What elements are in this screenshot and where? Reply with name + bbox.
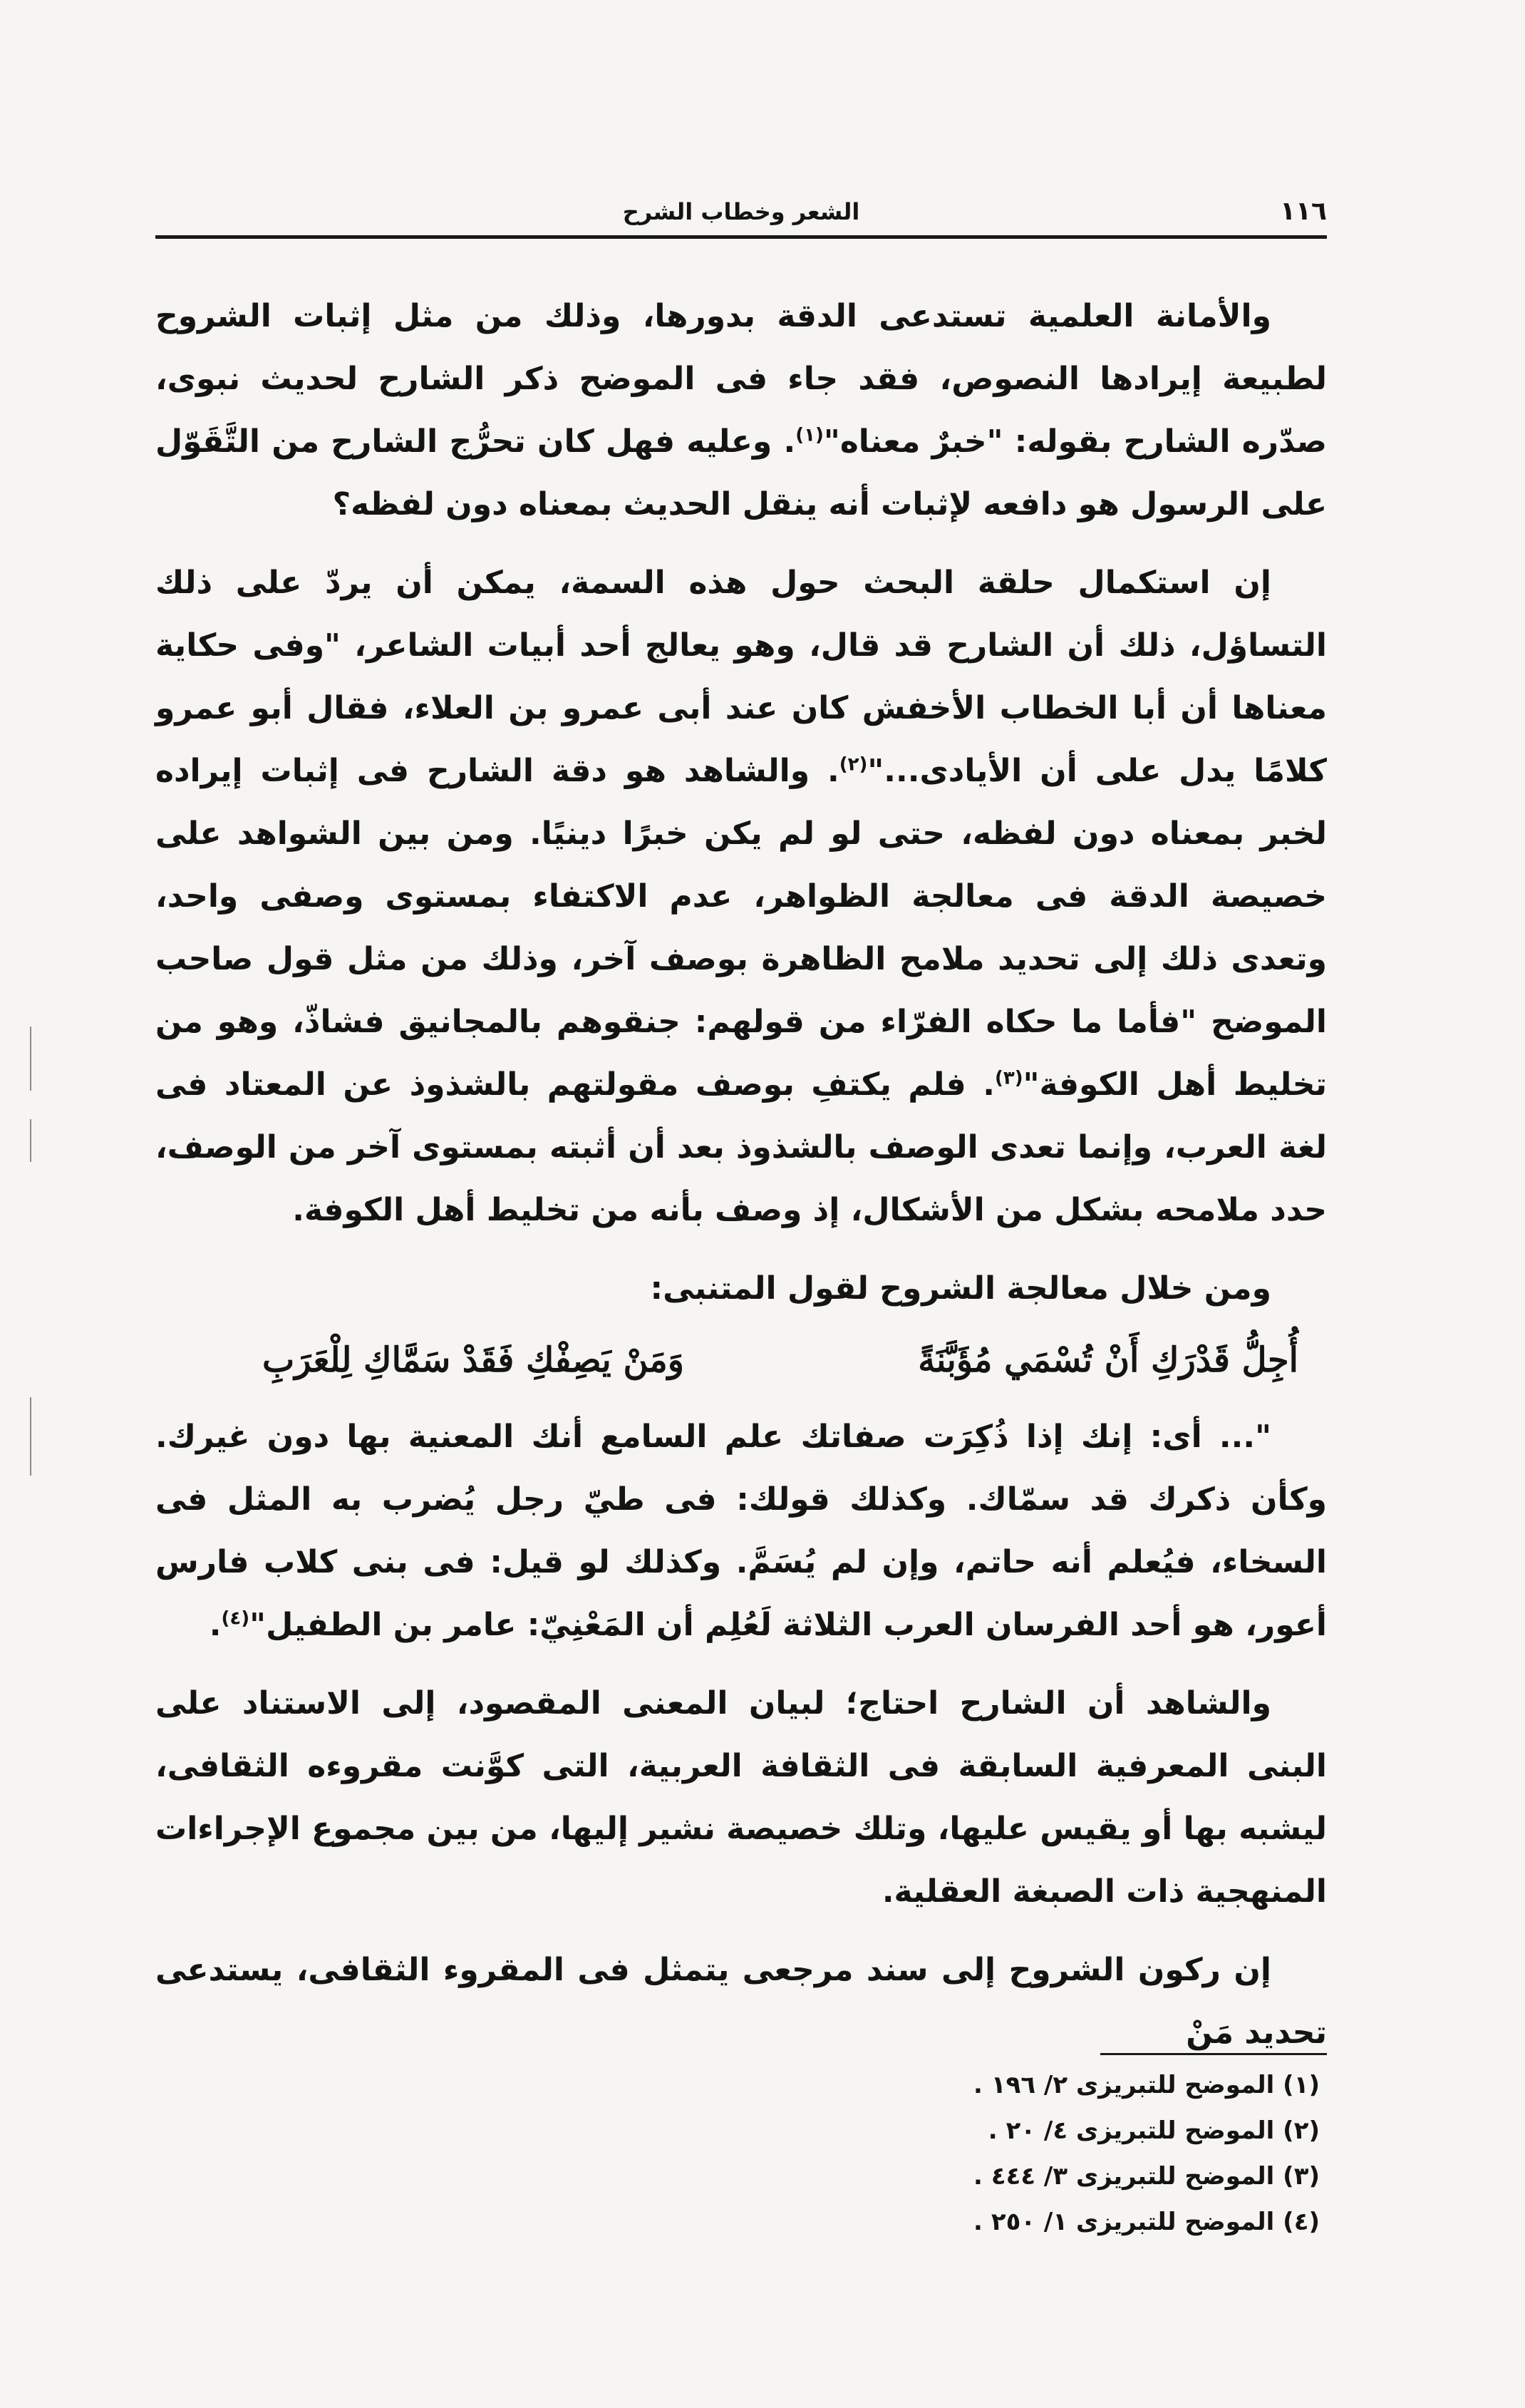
footnote-3: (٣) الموضح للتبريزى ٣/ ٤٤٤ .: [973, 2162, 1320, 2191]
paragraph-1: والأمانة العلمية تستدعى الدقة بدورها، وذلك من مثل إثبات الشروح لطبيعة إيرادها النصوص، فقد جاء فى الموضح ذكر الشارح لحديث نبوى، صدّره الشارح بقوله: "خبرٌ معناه"$^{(١)}$. وعليه فهل كان تحرُّج الشارح من التَّقَوّل على الرسول هو دافعه لإثبات أنه ينقل الحديث بمعناه دون لفظه؟: [155, 298, 1327, 523]
footnote-4: (٤) الموضح للتبريزى ١/ ٢٥٠ .: [973, 2208, 1320, 2236]
paragraph-5: والشاهد أن الشارح احتاج؛ لبيان المعنى المقصود، إلى الاستناد على البنى المعرفية السابقة فى الثقافة العربية، التى كوَّنت مقروءه الثقافى، ليشبه بها أو يقيس عليها، وتلك خصيصة نشير إليها، من بين مجموع الإجراءات المنهجية ذات الصبغة العقلية.: [155, 1685, 1327, 1910]
footnote-ref-3: (٣): [994, 1067, 1023, 1089]
poetry-verse: [155, 1329, 1327, 1391]
footnote-1: (١) الموضح للتبريزى ٢/ ١٩٦ .: [973, 2071, 1320, 2099]
verse-first-hemistich: أُجِلُّ قَدْرَكِ أَنْ تُسْمَي مُؤَبَّنَةً: [918, 1340, 1298, 1380]
paragraph-6: إن ركون الشروح إلى سند مرجعى يتمثل فى المقروء الثقافى، يستدعى تحديد مَنْ: [155, 1952, 1327, 2051]
scan-margin-mark: [30, 1119, 31, 1162]
footnote-2: (٢) الموضح للتبريزى ٤/ ٢٠ .: [988, 2116, 1320, 2145]
page-header: [155, 191, 1327, 239]
footnote-ref-1: (١): [795, 424, 824, 446]
paragraph-2: إن استكمال حلقة البحث حول هذه السمة، يمكن أن يردّ على ذلك التساؤل، ذلك أن الشارح قد قال، وهو يعالج أحد أبيات الشاعر، "وفى حكاية معناها أن أبا الخطاب الأخفش كان عند أبى عمرو بن العلاء، فقال أبو عمرو كلامًا يدل على أن الأيادى..."$^{(٢)}$. والشاهد هو دقة الشارح فى إثبات إيراده لخبر بمعناه دون لفظه، حتى لو لم يكن خبرًا دينيًا. ومن بين الشواهد على خصيصة الدقة فى معالجة الظواهر، عدم الاكتفاء بمستوى وصفى واحد، وتعدى ذلك إلى تحديد ملامح الظاهرة بوصف آخر، وذلك من مثل قول صاحب الموضح "فأما ما حكاه الفرّاء من قولهم: جنقوهم بالمجانيق فشاذّ، وهو من تخليط أهل الكوفة"$^{(٣)}$. فلم يكتفِ بوصف مقولتهم بالشذوذ عن المعتاد فى لغة العرب، وإنما تعدى الوصف بالشذوذ بعد أن أثبته بمستوى آخر من الوصف، حدد ملامحه بشكل من الأشكال، إذ وصف بأنه من تخليط أهل الكوفة.: [155, 565, 1327, 1228]
footnote-ref-4: (٤): [221, 1607, 250, 1630]
footnotes: [155, 2053, 1327, 2245]
scan-margin-mark: [30, 1027, 31, 1091]
footnote-divider: [1100, 2053, 1327, 2055]
running-title: الشعر وخطاب الشرح: [622, 198, 860, 225]
scan-margin-mark: [30, 1397, 31, 1476]
verse-second-hemistich: وَمَنْ يَصِفْكِ فَقَدْ سَمَّاكِ لِلْعَرَبِ: [262, 1340, 684, 1380]
paragraph-3-intro: ومن خلال معالجة الشروح لقول المتنبى:: [650, 1270, 1271, 1307]
footnote-ref-2: (٢): [839, 753, 868, 776]
main-text: [155, 285, 1327, 2080]
page-number: ١١٦: [1280, 197, 1327, 226]
quotation-paragraph: "... أى: إنك إذا ذُكِرَت صفاتك علم السامع أنك المعنية بها دون غيرك. وكأن ذكرك قد سمّاك. وكذلك قولك: فى طيّ رجل يُضرب به المثل فى السخاء، فيُعلم أنه حاتم، وإن لم يُسَمَّ. وكذلك لو قيل: فى بنى كلاب فارس أعور، هو أحد الفرسان العرب الثلاثة لَعُلِم أن المَعْنِيّ: عامر بن الطفيل"$^{(٤)}$.: [155, 1419, 1327, 1643]
